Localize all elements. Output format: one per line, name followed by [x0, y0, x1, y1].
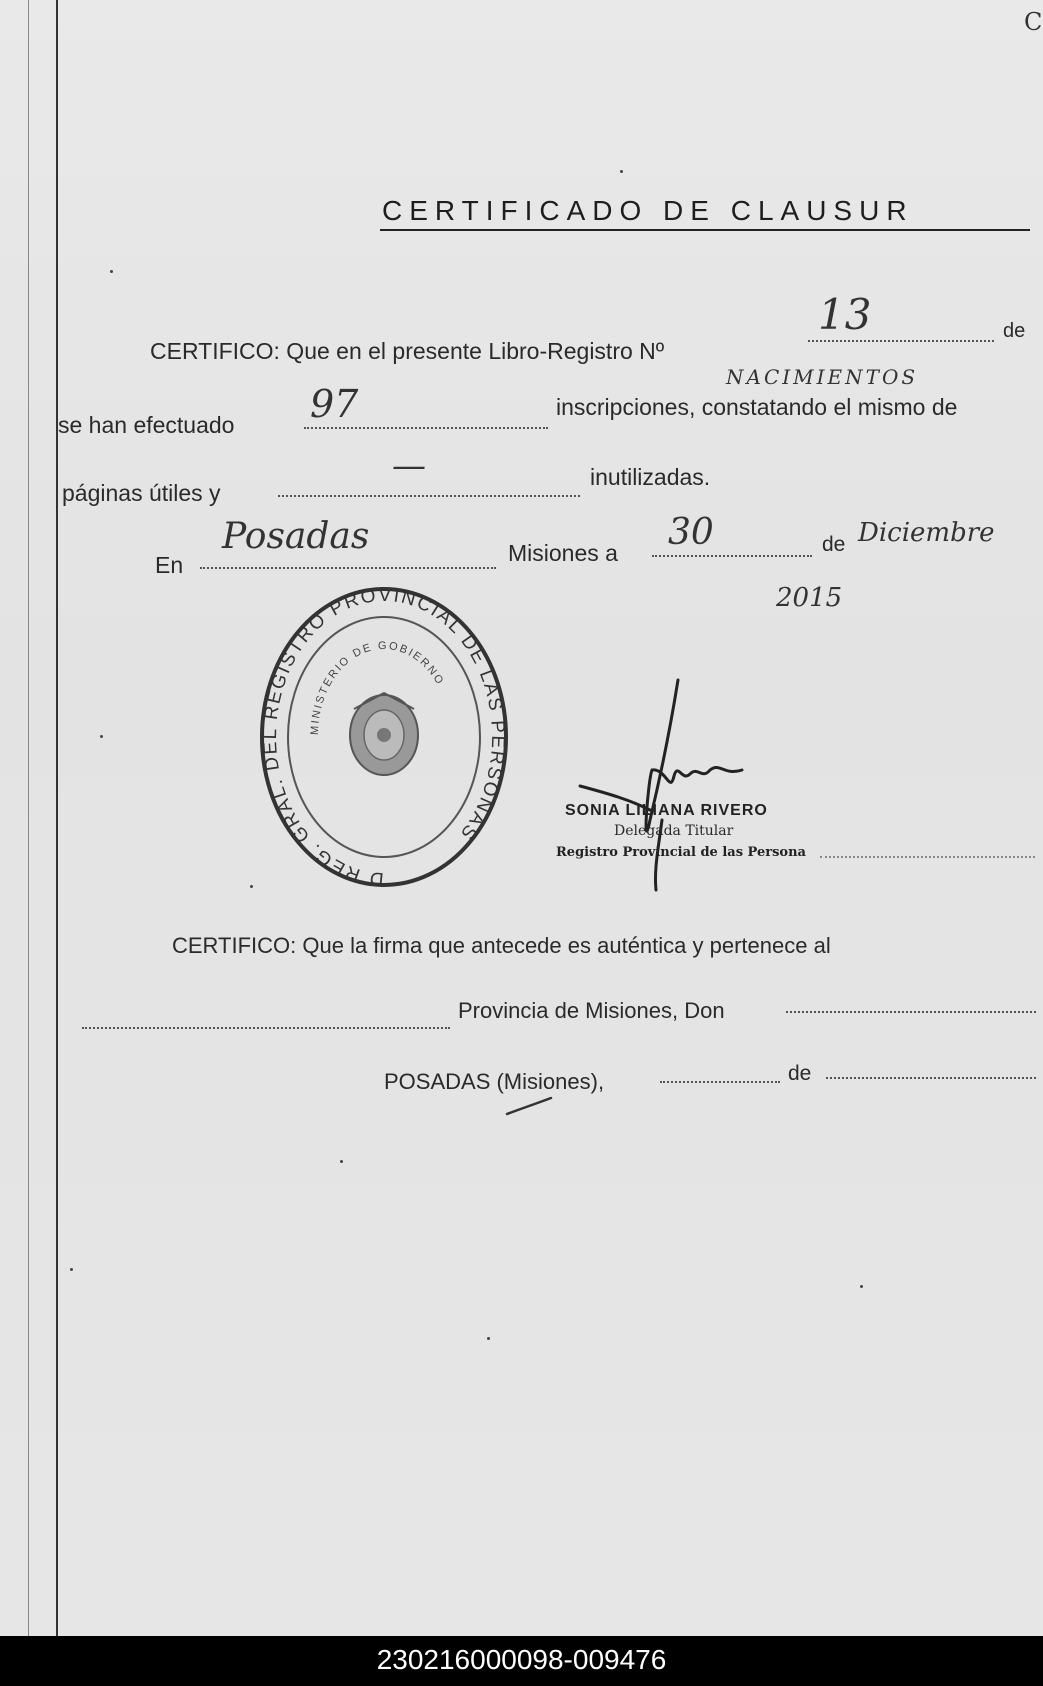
scan-speck: [860, 1285, 863, 1288]
scan-speck: [70, 1268, 73, 1271]
seal-inner-text: MINISTERIO DE GOBIERNO: [308, 639, 447, 736]
line2-middle: inscripciones, constatando el mismo de: [556, 394, 958, 420]
scan-speck: [250, 885, 253, 888]
day-handwritten: 30: [668, 512, 714, 553]
inscription-count-handwritten: 97: [310, 382, 359, 426]
handwritten-signature-icon: [570, 670, 770, 900]
province-dotline: [82, 1027, 450, 1029]
corner-letter: C: [1024, 8, 1043, 36]
margin-line-faint: [28, 0, 29, 1636]
office-dotline: [820, 856, 1035, 858]
date-day-dotline: [660, 1081, 780, 1083]
scan-speck: [100, 735, 103, 738]
line4-de: de: [822, 533, 846, 556]
authentication-line2: Provincia de Misiones, Don: [458, 998, 725, 1023]
pen-stroke-icon: [505, 1094, 555, 1118]
book-number-handwritten: 13: [818, 290, 872, 339]
registration-type-handwritten: NACIMIENTOS: [726, 365, 919, 389]
coat-of-arms-icon: [350, 693, 418, 775]
year-handwritten: 2015: [776, 583, 843, 613]
date-month-dotline: [826, 1077, 1036, 1079]
scan-speck: [487, 1337, 490, 1340]
scan-speck: [620, 170, 623, 173]
don-dotline: [786, 1011, 1036, 1013]
signatory-role: Delegada Titular: [614, 823, 734, 839]
authentication-line3: POSADAS (Misiones),: [384, 1069, 605, 1094]
official-seal: [258, 585, 510, 890]
line3-trail: inutilizadas.: [590, 464, 711, 490]
line4-middle: Misiones a: [508, 540, 618, 566]
seal-outer-text: D REG. GRAL. DEL REGISTRO PROVINCIAL DE LAS PERSONAS: [259, 585, 509, 890]
city-dotline: [200, 567, 496, 569]
count-dotline: [304, 427, 548, 429]
line1-lead: CERTIFICO: Que en el presente Libro-Registro Nº: [150, 338, 665, 364]
line2-lead: se han efectuado: [58, 412, 235, 438]
margin-line: [56, 0, 58, 1636]
month-handwritten: Diciembre: [858, 518, 995, 548]
seal-graphic: [258, 585, 510, 890]
authentication-line1: CERTIFICO: Que la firma que antecede es auténtica y pertenece al: [172, 933, 831, 958]
scan-speck: [340, 1160, 343, 1163]
city-handwritten: Posadas: [222, 516, 370, 557]
day-dotline: [652, 555, 812, 557]
certificate-title: CERTIFICADO DE CLAUSUR: [382, 195, 914, 226]
book-number-dotline: [808, 340, 994, 342]
document-id: 230216000098-009476: [376, 1644, 667, 1675]
useless-pages-dotline: [278, 495, 580, 497]
line4-lead: En: [155, 552, 184, 578]
useless-pages-dash: —: [392, 446, 426, 486]
line3-lead: páginas útiles y: [62, 480, 221, 506]
scan-speck: [110, 270, 113, 273]
title-underline: [380, 229, 1030, 231]
signatory-name: SONIA LILIANA RIVERO: [565, 802, 768, 819]
line1-trail: de: [1003, 320, 1026, 342]
signatory-office: Registro Provincial de las Persona: [556, 845, 806, 860]
authentication-de: de: [788, 1062, 812, 1085]
